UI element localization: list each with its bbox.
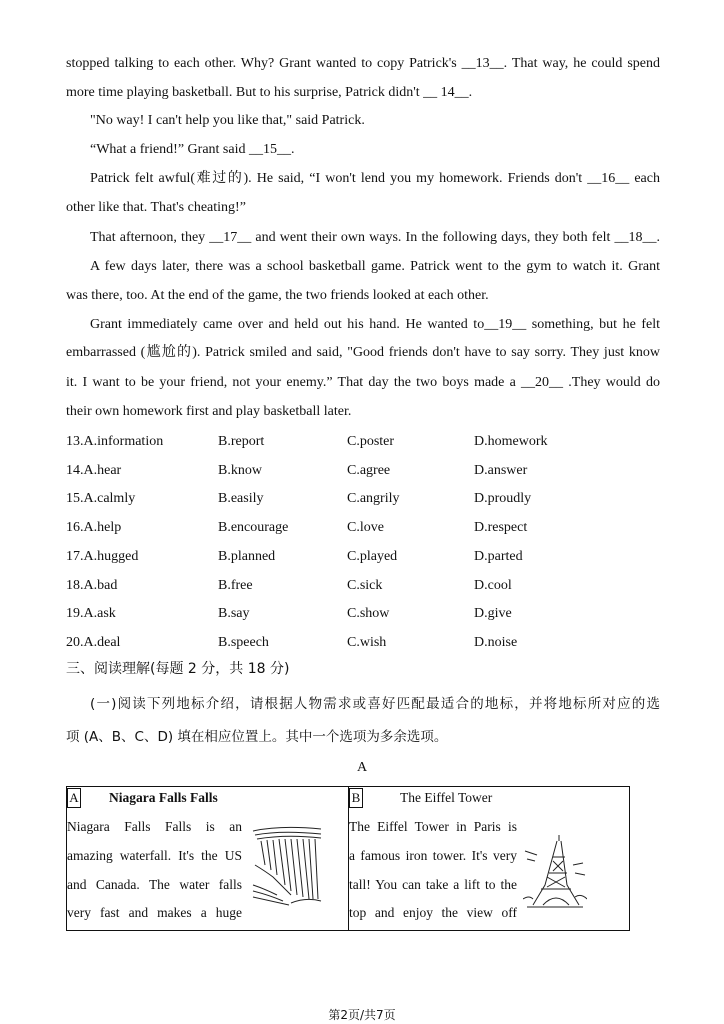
passage-line: other like that. That's cheating!”: [66, 200, 246, 215]
passage-line: Patrick felt awful(难过的). He said, “I won't lend you my homework. Friends don't __16__ each: [90, 171, 660, 186]
passage-line: was there, too. At the end of the game, the two friends looked at each other.: [66, 288, 489, 303]
passage-line: embarrassed (尴尬的). Patrick smiled and said, "Good friends don't have to say sorry. They just know: [66, 345, 660, 360]
option-a: 15.A.calmly: [66, 491, 136, 507]
passage-line: Grant immediately came over and held out his hand. He wanted to__19__ something, but he felt: [90, 317, 660, 332]
option-d: D.parted: [474, 548, 523, 564]
option-a: 13.A.information: [66, 434, 164, 449]
option-d: D.noise: [474, 634, 518, 650]
page-footer: 第2页/共7页: [328, 1008, 396, 1022]
option-a: 16.A.help: [66, 520, 122, 536]
passage-line: stopped talking to each other. Why? Grant wanted to copy Patrick's __13__. That way, he could spend: [66, 56, 660, 71]
option-c: C.agree: [347, 462, 391, 478]
passage-line: "No way! I can't help you like that," said Patrick.: [90, 113, 365, 128]
option-d: D.cool: [474, 577, 512, 593]
option-d: D.give: [474, 606, 512, 622]
option-a: 20.A.deal: [66, 634, 121, 650]
option-c: C.poster: [347, 434, 395, 449]
option-b: B.easily: [218, 491, 264, 507]
option-d: D.proudly: [474, 491, 532, 507]
passage-line: “What a friend!” Grant said __15__.: [90, 142, 295, 157]
passage-line: it. I want to be your friend, not your enemy.” That day the two boys made a __20__ .They would do: [66, 375, 660, 390]
option-b: B.encourage: [218, 520, 289, 536]
passage-line: A few days later, there was a school basketball game. Patrick went to the gym to watch it. Grant: [90, 259, 660, 274]
card-a-title: Niagara Falls Falls: [109, 790, 218, 805]
option-d: D.homework: [474, 434, 548, 449]
landmark-table: [66, 786, 630, 931]
option-d: D.answer: [474, 462, 528, 478]
card-b-line: The Eiffel Tower in Paris is: [349, 819, 517, 834]
card-b-title: The Eiffel Tower: [400, 790, 493, 805]
card-a-line: very fast and makes a huge: [67, 905, 242, 920]
card-a-line: amazing waterfall. It's the US: [67, 848, 242, 863]
instructions-line-1: (一)阅读下列地标介绍，请根据人物需求或喜好匹配最适合的地标，并将地标所对应的选: [90, 696, 660, 712]
card-a-line: and Canada. The water falls: [67, 877, 242, 892]
card-a-line: Niagara Falls Falls is an: [67, 819, 242, 834]
option-c: C.angrily: [347, 491, 400, 507]
instructions-line-2: 项 (A、B、C、D) 填在相应位置上。其中一个选项为多余选项。: [66, 729, 448, 745]
option-b: B.know: [218, 462, 262, 478]
option-a: 18.A.bad: [66, 577, 118, 593]
passage-line: That afternoon, they __17__ and went their own ways. In the following days, they both felt __18__.: [90, 230, 660, 245]
option-b: B.say: [218, 606, 250, 622]
waterfall-illustration: [251, 825, 323, 909]
card-b-line: top and enjoy the view off: [349, 905, 517, 920]
option-c: C.sick: [347, 577, 383, 593]
option-a: 19.A.ask: [66, 606, 116, 622]
option-d: D.respect: [474, 520, 528, 536]
card-b-label: B: [349, 788, 363, 808]
card-b-line: a famous iron tower. It's very: [349, 848, 517, 863]
option-b: B.planned: [218, 548, 276, 564]
option-a: 17.A.hugged: [66, 548, 139, 564]
option-c: C.show: [347, 606, 390, 622]
passage-line: their own homework first and play basketball later.: [66, 404, 352, 419]
card-b-line: tall! You can take a lift to the: [349, 877, 517, 892]
passage-line: more time playing basketball. But to his surprise, Patrick didn't __ 14__.: [66, 85, 473, 100]
option-c: C.wish: [347, 634, 387, 650]
section-title: 三、阅读理解(每题 2 分，共 18 分): [66, 661, 290, 677]
option-c: C.played: [347, 548, 398, 564]
option-b: B.free: [218, 577, 253, 593]
option-a: 14.A.hear: [66, 462, 122, 478]
card-a-label: A: [67, 788, 81, 808]
option-c: C.love: [347, 520, 384, 536]
option-b: B.report: [218, 434, 265, 449]
eiffel-tower-illustration: [523, 833, 587, 909]
option-b: B.speech: [218, 634, 269, 650]
part-label: A: [356, 760, 368, 775]
